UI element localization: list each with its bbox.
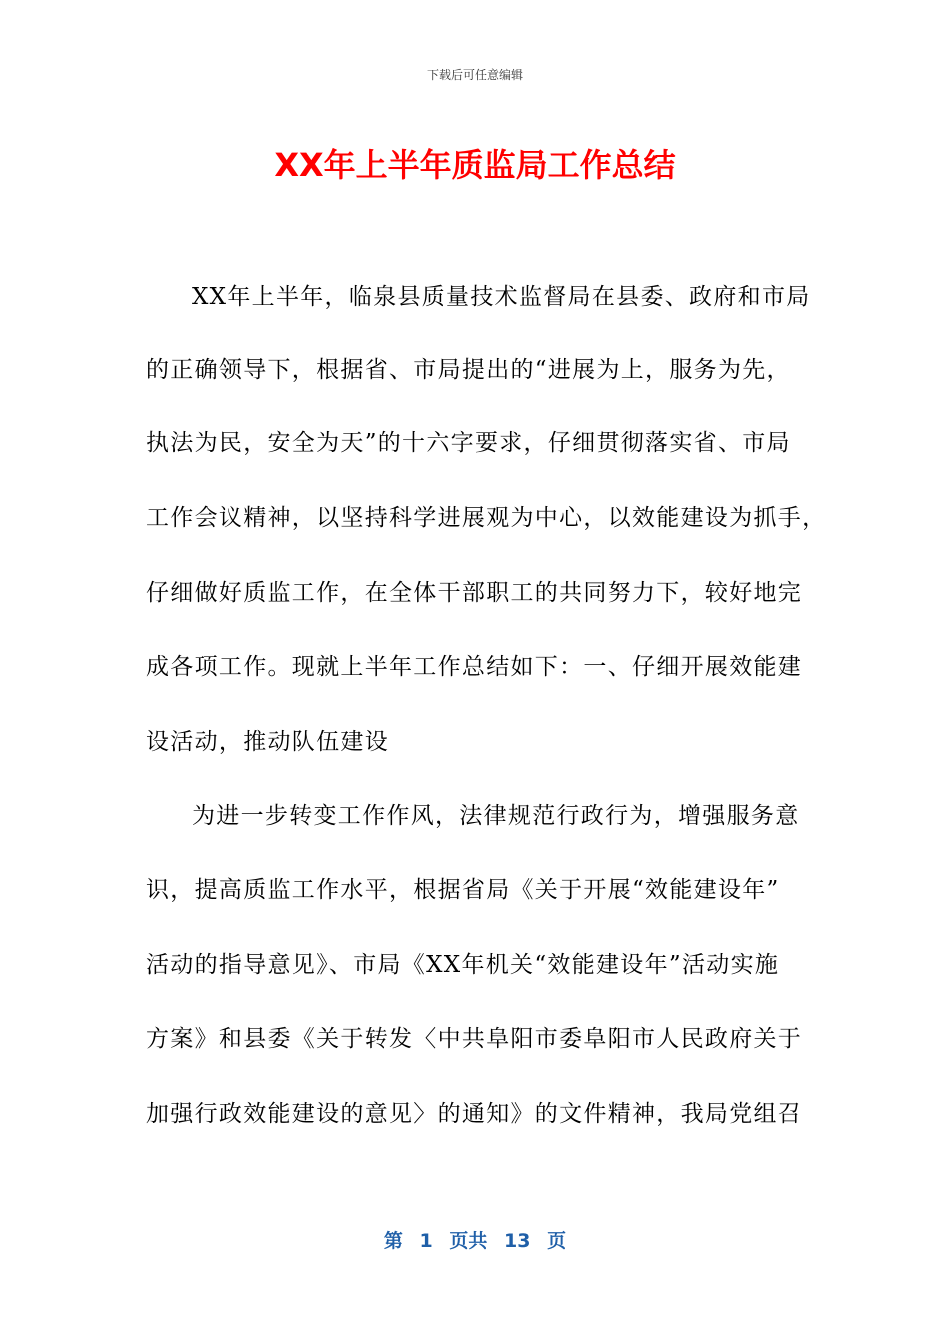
paragraph-line: 工作会议精神，以坚持科学进展观为中心，以效能建设为抓手，	[146, 505, 827, 531]
page-current: 1	[419, 1230, 433, 1252]
paragraph-line: 设活动，推动队伍建设	[146, 729, 389, 755]
paragraph-line: 的正确领导下，根据省、市局提出的“进展为上，服务为先，	[146, 357, 791, 383]
paragraph-line: 识，提高质监工作水平，根据省局《关于开展“效能建设年”	[146, 877, 780, 903]
page-prefix: 第	[383, 1230, 403, 1252]
paragraph-line: XX年上半年，临泉县质量技术监督局在县委、政府和市局	[192, 284, 811, 310]
paragraph-line: 成各项工作。现就上半年工作总结如下：一、仔细开展效能建	[146, 654, 803, 680]
document-title: XX年上半年质监局工作总结	[274, 146, 676, 184]
paragraph-line: 仔细做好质监工作，在全体干部职工的共同努力下，较好地完	[146, 580, 803, 606]
page-middle: 页共	[449, 1230, 488, 1252]
header-note: 下载后可任意编辑	[426, 68, 523, 82]
paragraph-line: 加强行政效能建设的意见〉的通知》的文件精神，我局党组召	[146, 1101, 803, 1127]
paragraph-line: 方案》和县委《关于转发〈中共阜阳市委阜阳市人民政府关于	[146, 1026, 803, 1052]
paragraph-line: 为进一步转变工作作风，法律规范行政行为，增强服务意	[192, 803, 800, 829]
page-suffix: 页	[547, 1230, 567, 1252]
paragraph-line: 执法为民，安全为天”的十六字要求，仔细贯彻落实省、市局	[146, 430, 791, 456]
page-footer	[0, 1226, 950, 1253]
page-total: 13	[504, 1230, 531, 1252]
paragraph-line: 活动的指导意见》、市局《XX年机关“效能建设年”活动实施	[146, 952, 780, 978]
